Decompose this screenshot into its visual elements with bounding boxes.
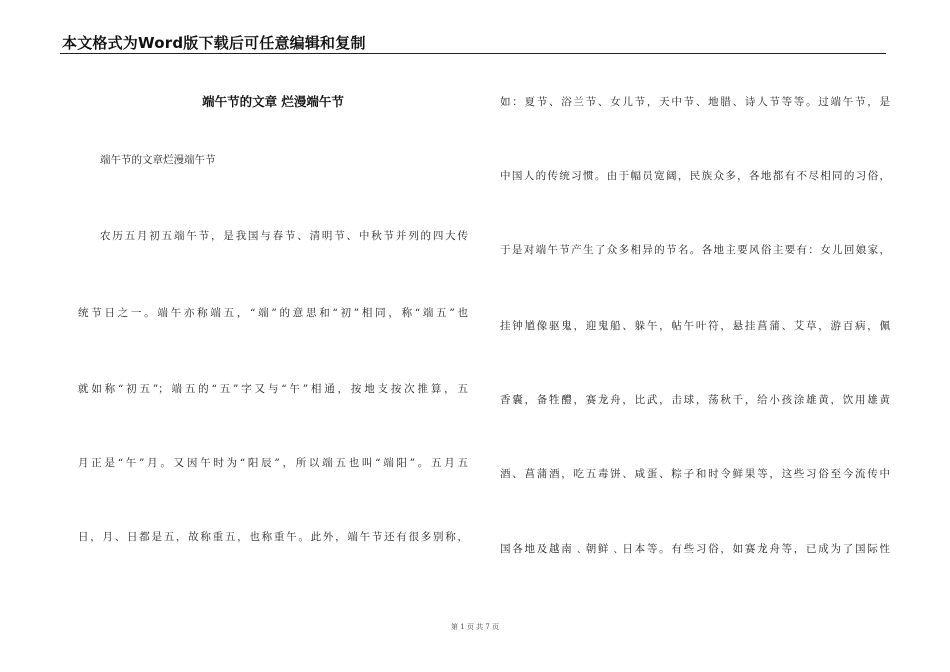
paragraph-line: 统节日之一。端午亦称端五，“端”的意思和“初”相同，称“端五”也	[78, 307, 468, 319]
document-title: 端午节的文章 烂漫端午节	[202, 94, 344, 109]
paragraph-line: 香囊，备牲醴，赛龙舟，比武，击球，荡秋千，给小孩涂雄黄，饮用雄黄	[500, 394, 890, 406]
paragraph-line: 端午节的文章烂漫端午节	[100, 154, 216, 166]
paragraph-line: 如：夏节、浴兰节、女儿节，天中节、地腊、诗人节等等。过端午节，是	[500, 96, 890, 108]
header-divider	[60, 53, 886, 54]
paragraph-line: 日，月、日都是五，故称重五，也称重午。此外，端午节还有很多别称，	[78, 531, 468, 543]
paragraph-line: 就如称“初五”；端五的“五”字又与“午”相通，按地支按次推算，五	[78, 383, 468, 395]
paragraph-line: 月正是“午”月。又因午时为“阳辰”，所以端五也叫“端阳”。五月五	[78, 457, 468, 469]
paragraph-line: 国各地及越南﹑朝鲜﹑日本等。有些习俗，如赛龙舟等，已成为了国际性	[500, 543, 890, 555]
paragraph-line: 挂钟馗像驱鬼，迎鬼船、躲午，帖午叶符，悬挂菖蒲、艾草，游百病，佩	[500, 320, 890, 332]
page-indicator: 第 1 页 共 7 页	[450, 623, 500, 631]
download-notice-banner: 本文格式为Word版下载后可任意编辑和复制	[62, 34, 366, 52]
paragraph-line: 酒、菖蒲酒，吃五毒饼、咸蛋、粽子和时令鲜果等，这些习俗至今流传中	[500, 468, 890, 480]
paragraph-line: 于是对端午节产生了众多相异的节名。各地主要风俗主要有：女儿回娘家，	[500, 244, 890, 256]
paragraph-line: 中国人的传统习惯。由于幅员宽阔，民族众多，各地都有不尽相同的习俗，	[500, 170, 890, 182]
paragraph-line: 农历五月初五端午节，是我国与春节、清明节、中秋节并列的四大传	[100, 230, 468, 242]
